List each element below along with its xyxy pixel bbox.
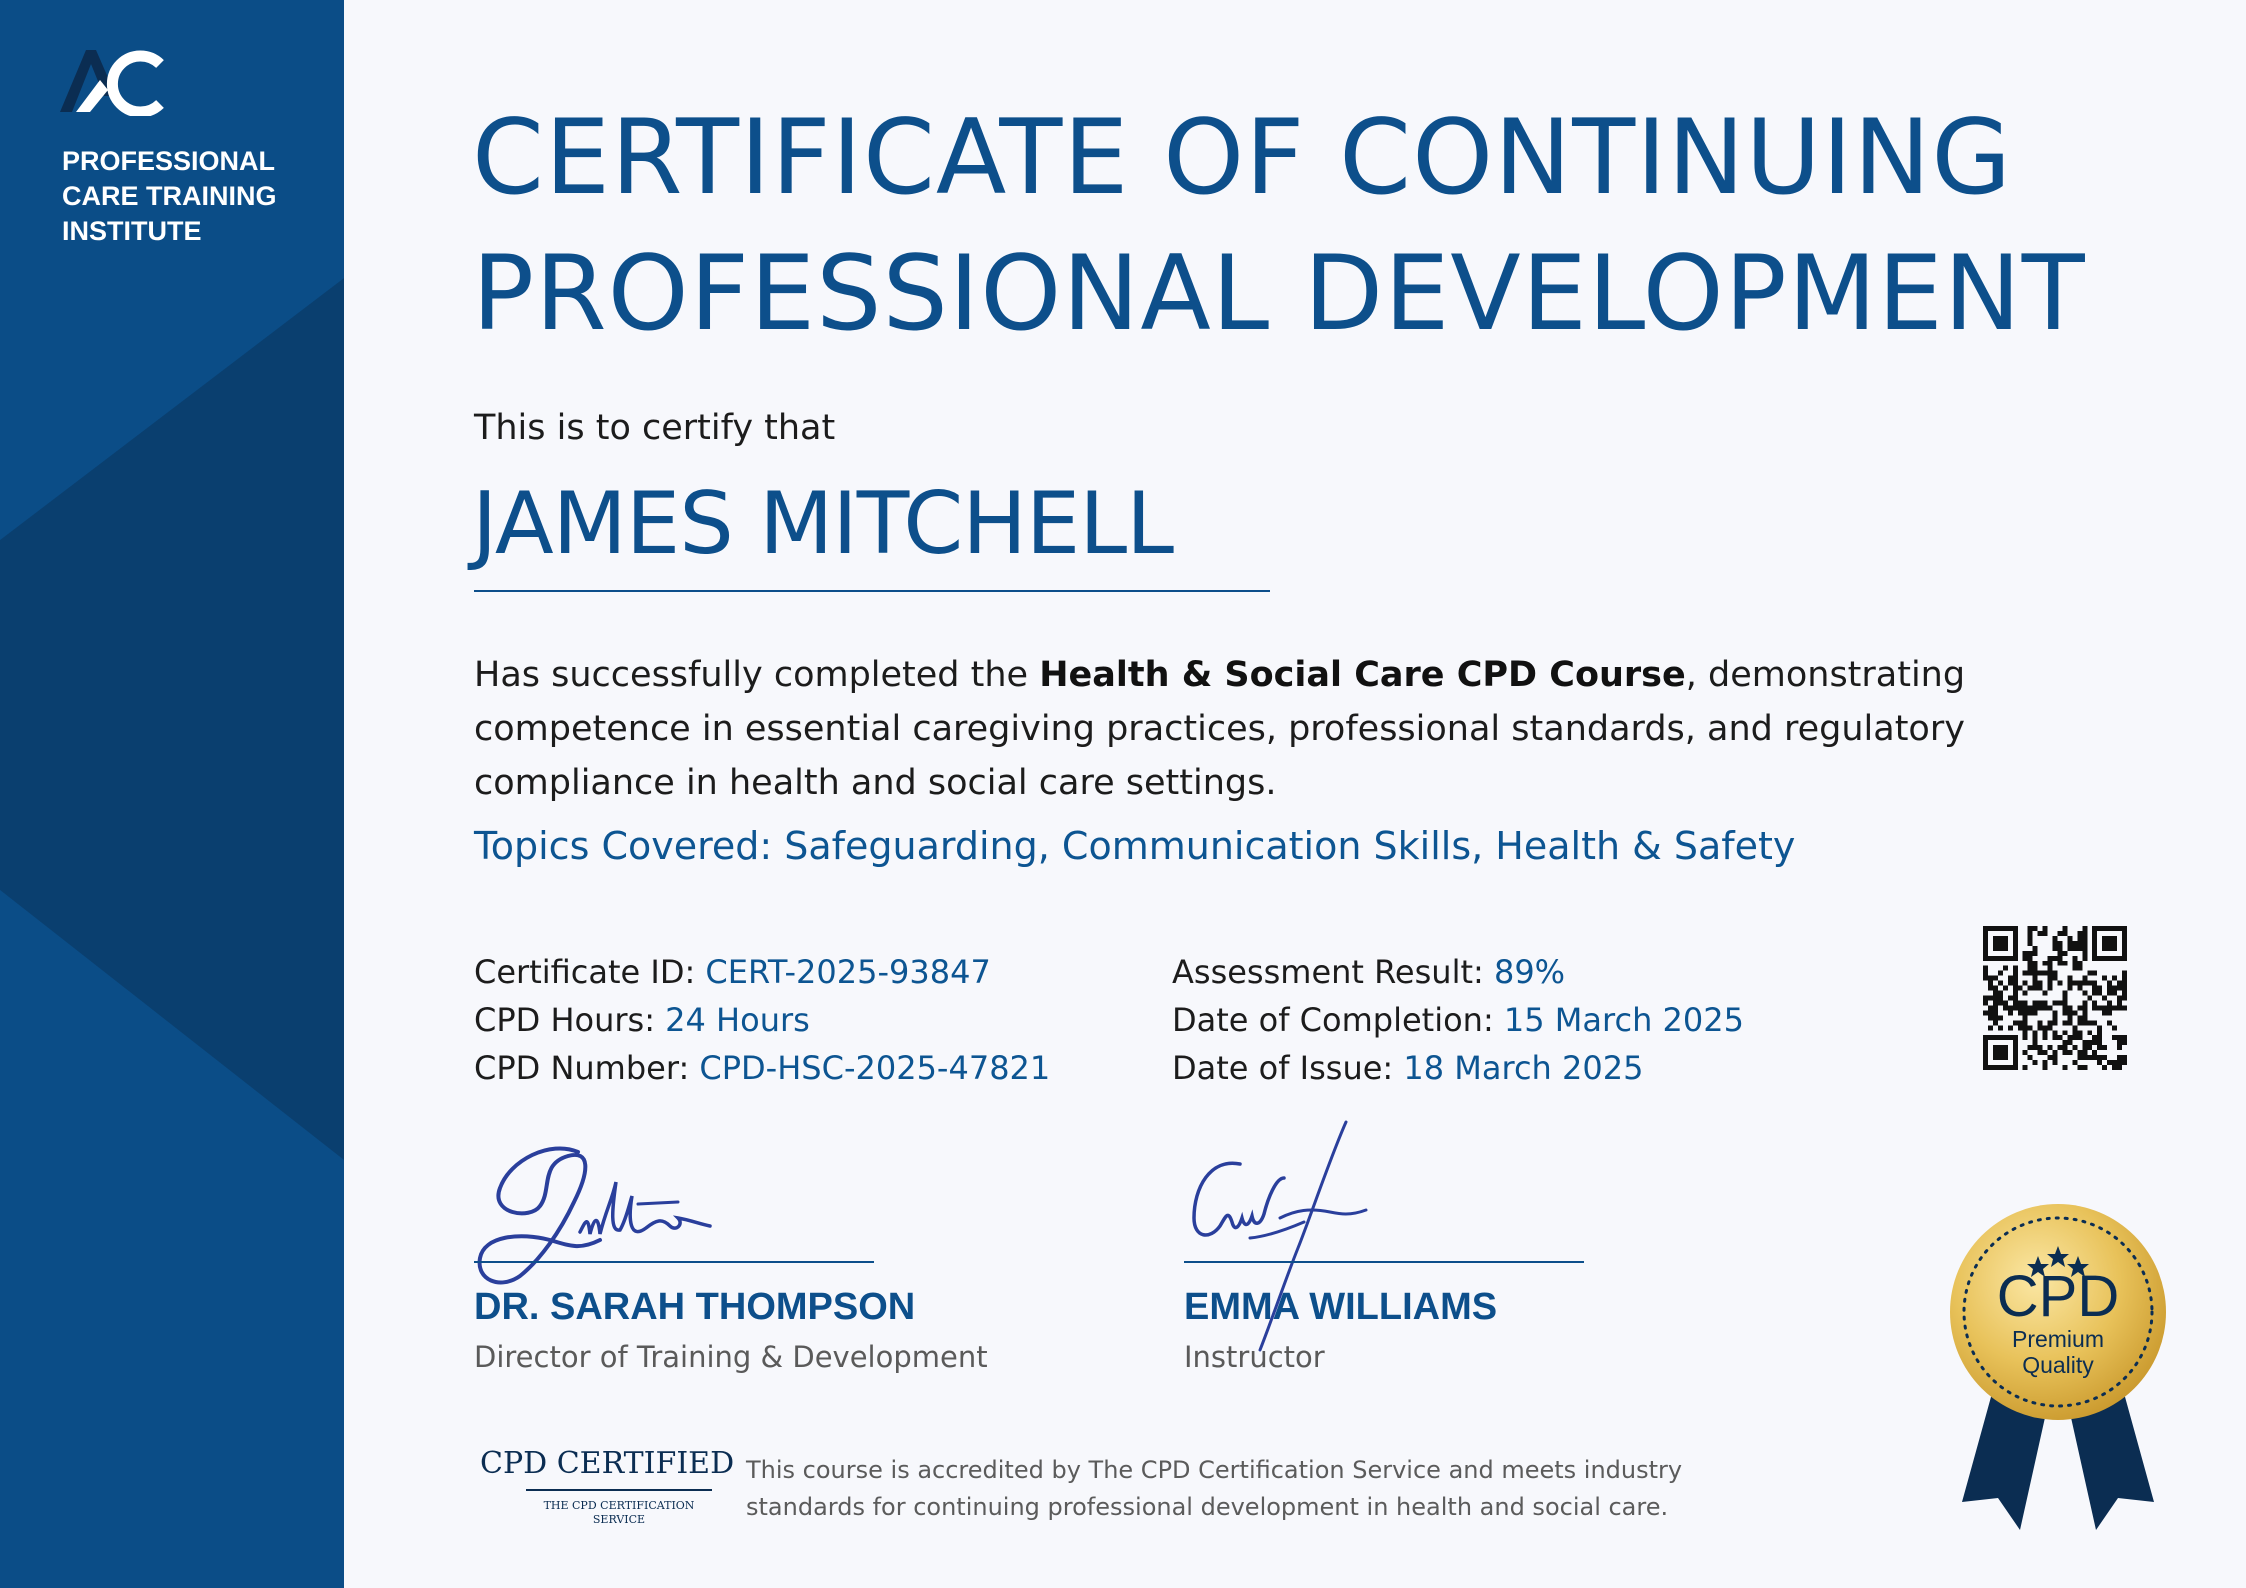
- detail-row: [1172, 1044, 1744, 1092]
- signatory-role: Instructor: [1184, 1340, 1325, 1374]
- assessment-result-value: 89%: [1493, 953, 1566, 991]
- detail-label: Certificate ID:: [474, 953, 706, 991]
- accreditation-note: This course is accredited by The CPD Certification Service and meets industry standards for continuing professional development in health and social care.: [746, 1456, 1683, 1521]
- cpd-certified-badge: [474, 1446, 735, 1527]
- institute-name-line: INSTITUTE: [62, 216, 202, 246]
- detail-label: CPD Hours:: [474, 1001, 666, 1039]
- signature-line: [474, 1261, 874, 1263]
- signatory-name: EMMA WILLIAMS: [1184, 1286, 1498, 1328]
- completion-date-value: 15 March 2025: [1503, 1001, 1744, 1039]
- recipient-name: JAMES MITCHELL: [472, 474, 1174, 574]
- signature-line: [1184, 1261, 1584, 1263]
- sidebar: [0, 0, 344, 1588]
- detail-row: [474, 996, 1050, 1044]
- recipient-underline: [474, 590, 1270, 592]
- detail-row: [474, 1044, 1050, 1092]
- institute-name: [62, 144, 332, 249]
- signatory-name: DR. SARAH THOMPSON: [474, 1286, 916, 1328]
- institute-name-line: PROFESSIONAL: [62, 146, 276, 176]
- cpd-hours-value: 24 Hours: [665, 1001, 810, 1039]
- detail-label: Assessment Result:: [1172, 953, 1494, 991]
- certificate-title-line: PROFESSIONAL DEVELOPMENT: [472, 234, 2086, 354]
- details-left-column: [474, 948, 1050, 1092]
- qr-code-icon[interactable]: [1983, 926, 2127, 1070]
- institute-logo-icon: [60, 50, 164, 116]
- topics-covered: Topics Covered: Safeguarding, Communication Skills, Health & Safety: [474, 824, 1796, 868]
- detail-label: CPD Number:: [474, 1049, 700, 1087]
- certificate-id-value: CERT-2025-93847: [705, 953, 991, 991]
- seal-line: Quality: [2022, 1352, 2094, 1378]
- course-name: Health & Social Care CPD Course: [1039, 655, 1686, 695]
- detail-row: [474, 948, 1050, 996]
- cpd-number-value: CPD-HSC-2025-47821: [699, 1049, 1051, 1087]
- statement-prefix: Has successfully completed the: [474, 655, 1040, 695]
- details-right-column: [1172, 948, 1744, 1092]
- cpd-certified-divider: [526, 1489, 712, 1491]
- signatory-role: Director of Training & Development: [474, 1340, 988, 1374]
- certificate-title: [472, 90, 2192, 362]
- certificate-title-line: CERTIFICATE OF CONTINUING: [472, 98, 2013, 218]
- issue-date-value: 18 March 2025: [1403, 1049, 1644, 1087]
- signature-sarah-thompson: [470, 1140, 750, 1290]
- cpd-service-name: [526, 1499, 712, 1527]
- certify-intro: This is to certify that: [474, 408, 836, 448]
- seal-line: Premium: [2011, 1326, 2104, 1352]
- detail-label: Date of Issue:: [1172, 1049, 1404, 1087]
- detail-label: Date of Completion:: [1172, 1001, 1504, 1039]
- seal-main-text: CPD: [1996, 1264, 2120, 1329]
- institute-name-line: CARE TRAINING: [62, 181, 277, 211]
- completion-statement: [474, 648, 1994, 810]
- detail-row: [1172, 948, 1744, 996]
- cpd-certified-mark: [474, 1446, 735, 1481]
- detail-row: [1172, 996, 1744, 1044]
- cpd-certified-label: CPD CERTIFIED: [480, 1446, 735, 1481]
- cpd-service-line: SERVICE: [592, 1513, 646, 1526]
- statement-suffix: , demonstrating competence in essential caregiving practices, professional standards, and regulatory compliance in health and social care settings.: [474, 655, 1966, 803]
- cpd-service-line: THE CPD CERTIFICATION: [543, 1499, 695, 1512]
